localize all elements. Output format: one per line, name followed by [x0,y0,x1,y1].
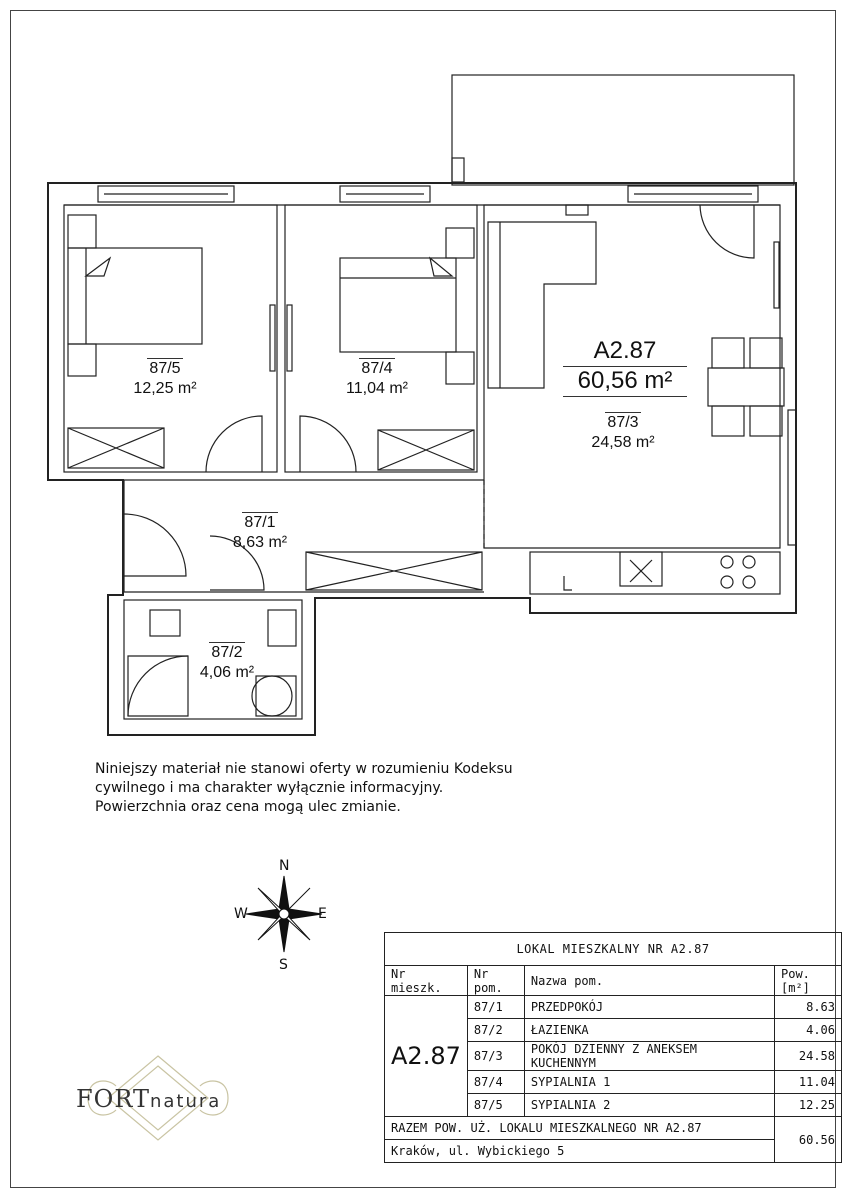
apartment-label [545,337,705,397]
apartment-area: 60,56 m² [563,366,687,397]
apartment-code: A2.87 [593,337,657,364]
compass-north: N [279,858,290,874]
room-number: 87/2 [211,644,243,661]
balcony [452,75,794,185]
table-title: LOKAL MIESZKALNY NR A2.87 [385,933,842,966]
logo-wordmark [76,1085,221,1113]
room-area: 4,06 m² [199,664,255,681]
address: Kraków, ul. Wybickiego 5 [385,1140,775,1163]
cell-name: ŁAZIENKA [524,1019,774,1042]
cell-area: 8.63 [775,996,842,1019]
room-label-bedroom-2 [110,358,220,399]
total-area: 60.56 [775,1117,842,1163]
room-label-bathroom [172,642,282,683]
room-label-hallway [205,512,315,553]
room-number: 87/1 [244,514,276,531]
cell-area: 11.04 [775,1071,842,1094]
cell-name: POKÓJ DZIENNY Z ANEKSEM KUCHENNYM [524,1042,774,1071]
cell-name: PRZEDPOKÓJ [524,996,774,1019]
cell-room: 87/5 [467,1094,524,1117]
header-room: Nr pom. [467,966,524,996]
cell-area: 4.06 [775,1019,842,1042]
room-number: 87/4 [361,360,393,377]
header-area: Pow. [m²] [775,966,842,996]
total-label: RAZEM POW. UŻ. LOKALU MIESZKALNEGO NR A2.87 [385,1117,775,1140]
cell-area: 24.58 [775,1042,842,1071]
room-area: 24,58 m² [591,434,655,451]
room-number: 87/5 [149,360,181,377]
cell-room: 87/3 [467,1042,524,1071]
logo-sub: natura [149,1091,222,1112]
cell-room: 87/4 [467,1071,524,1094]
compass-rose-icon [244,874,324,954]
bedroom-1-wall [285,205,477,472]
logo-main: FORT [76,1085,150,1113]
cell-name: SYPIALNIA 2 [524,1094,774,1117]
window [788,410,796,545]
cell-name: SYPIALNIA 1 [524,1071,774,1094]
room-area: 8,63 m² [232,534,288,551]
cell-room: 87/2 [467,1019,524,1042]
compass-south: S [279,957,288,973]
compass-east: E [318,906,327,922]
header-name: Nazwa pom. [524,966,774,996]
cell-room: 87/1 [467,996,524,1019]
room-label-living-room [568,412,678,453]
apt-code-cell: A2.87 [385,996,468,1117]
outer-wall [48,183,796,735]
rooms-table [384,932,842,1163]
table-row [385,996,842,1019]
room-area: 12,25 m² [133,380,197,397]
room-label-bedroom-1 [322,358,432,399]
cell-area: 12.25 [775,1094,842,1117]
room-area: 11,04 m² [346,380,408,397]
header-apt: Nr mieszk. [385,966,468,996]
room-number: 87/3 [607,414,639,431]
disclaimer-text: Niniejszy materiał nie stanowi oferty w rozumieniu Kodeksu cywilnego i ma charakter wyłącznie informacyjny. Powierzchnia oraz cena mogą ulec zmianie. [95,761,513,815]
compass-west: W [234,906,248,922]
